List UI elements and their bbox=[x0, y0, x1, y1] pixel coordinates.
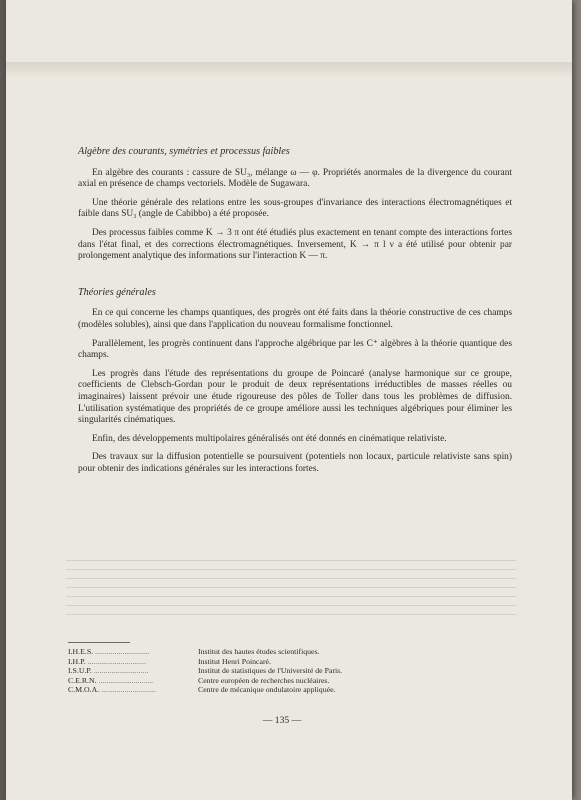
footnote-description: Institut Henri Poincaré. bbox=[198, 656, 271, 666]
leader-dots: .............................. bbox=[85, 656, 146, 666]
scan-right-edge bbox=[572, 0, 581, 800]
section-title: Théories générales bbox=[78, 286, 156, 298]
leader-dots: ............................ bbox=[91, 666, 149, 676]
footnote-description: Institut de statistiques de l'Université de Paris. bbox=[198, 666, 343, 676]
paragraph: Les progrès dans l'étude des représentations du groupe de Poincaré (analyse harmonique sur ce groupe, coefficients de Clebsch-Gordan pour le produit de deux représentations irréductibles de masses réelles ou imaginaires) laissent prévoir une étude rigoureuse des pôles de Toller dans tous les problèmes de diffusion. L'utilisation systématique des propriétés de ce groupe améliore aussi les techniques algébriques pour éliminer les singularités cinématiques. bbox=[78, 368, 512, 426]
footnote-description: Centre européen de recherches nucléaires. bbox=[198, 675, 330, 685]
page-fold-shadow bbox=[6, 62, 572, 78]
paragraph: En algèbre des courants : cassure de SU₃, mélange ω — φ. Propriétés anormales de la divergence du courant axial en présence de champs vectoriels. Modèle de Sugawara. bbox=[78, 167, 512, 190]
paragraph: Des processus faibles comme K → 3 π ont été étudiés plus exactement en tenant compte des interactions fortes dans l'état final, et des corrections électromagnétiques. Inversement, K → π l ν a été utilisé pour obtenir par prolongement analytique des informations sur l'interaction K — π. bbox=[78, 227, 512, 262]
paragraph: En ce qui concerne les champs quantiques, des progrès ont été faits dans la théorie constructive de ces champs (modèles solubles), ainsi que dans l'application du nouveau formalisme fonctionnel. bbox=[78, 308, 512, 330]
leader-dots: ............................ bbox=[96, 675, 154, 685]
footnote-row bbox=[68, 685, 398, 695]
footnote-row bbox=[68, 666, 398, 676]
footnote-rule bbox=[68, 642, 130, 643]
footnote-description: Institut des hautes études scientifiques. bbox=[198, 647, 320, 656]
leader-dots: ............................ bbox=[93, 647, 150, 656]
bleed-through-text bbox=[66, 560, 516, 630]
footnote-abbreviation: C.E.R.N. bbox=[68, 675, 97, 685]
main-text bbox=[78, 146, 512, 482]
footnote-row bbox=[68, 647, 398, 657]
leader-dots: ............................ bbox=[99, 685, 156, 695]
paragraph: Enfin, des développements multipolaires généralisés ont été donnés en cinématique relativiste. bbox=[92, 433, 447, 444]
footnote-row bbox=[68, 657, 398, 667]
footnote-description: Centre de mécanique ondulatoire appliquée. bbox=[198, 685, 336, 695]
footnotes bbox=[68, 642, 398, 695]
section-currents bbox=[78, 146, 512, 263]
page-number: — 135 — bbox=[262, 715, 302, 726]
footnote-row bbox=[68, 676, 398, 686]
paragraph: Une théorie générale des relations entre les sous-groupes d'invariance des interactions électromagnétiques et faible dans SU₃ (angle de Cabibbo) a été proposée. bbox=[78, 197, 512, 220]
footnote-abbreviation: I.H.P. bbox=[68, 656, 86, 666]
footnote-abbreviation: C.M.O.A. bbox=[68, 685, 100, 695]
paragraph: Parallèlement, les progrès continuent dans l'approche algébrique par les C⁺ algèbres à la théorie quantique des champs. bbox=[78, 338, 512, 361]
section-general-theories bbox=[78, 287, 512, 476]
paragraph: Des travaux sur la diffusion potentielle se poursuivent (potentiels non locaux, particule relativiste sans spin) pour obtenir des indications générales sur les interactions fortes. bbox=[78, 452, 512, 474]
footnote-abbreviation: I.H.E.S. bbox=[68, 647, 94, 656]
footnote-abbreviation: I.S.U.P. bbox=[68, 666, 92, 676]
section-title: Algèbre des courants, symétries et processus faibles bbox=[78, 146, 290, 157]
